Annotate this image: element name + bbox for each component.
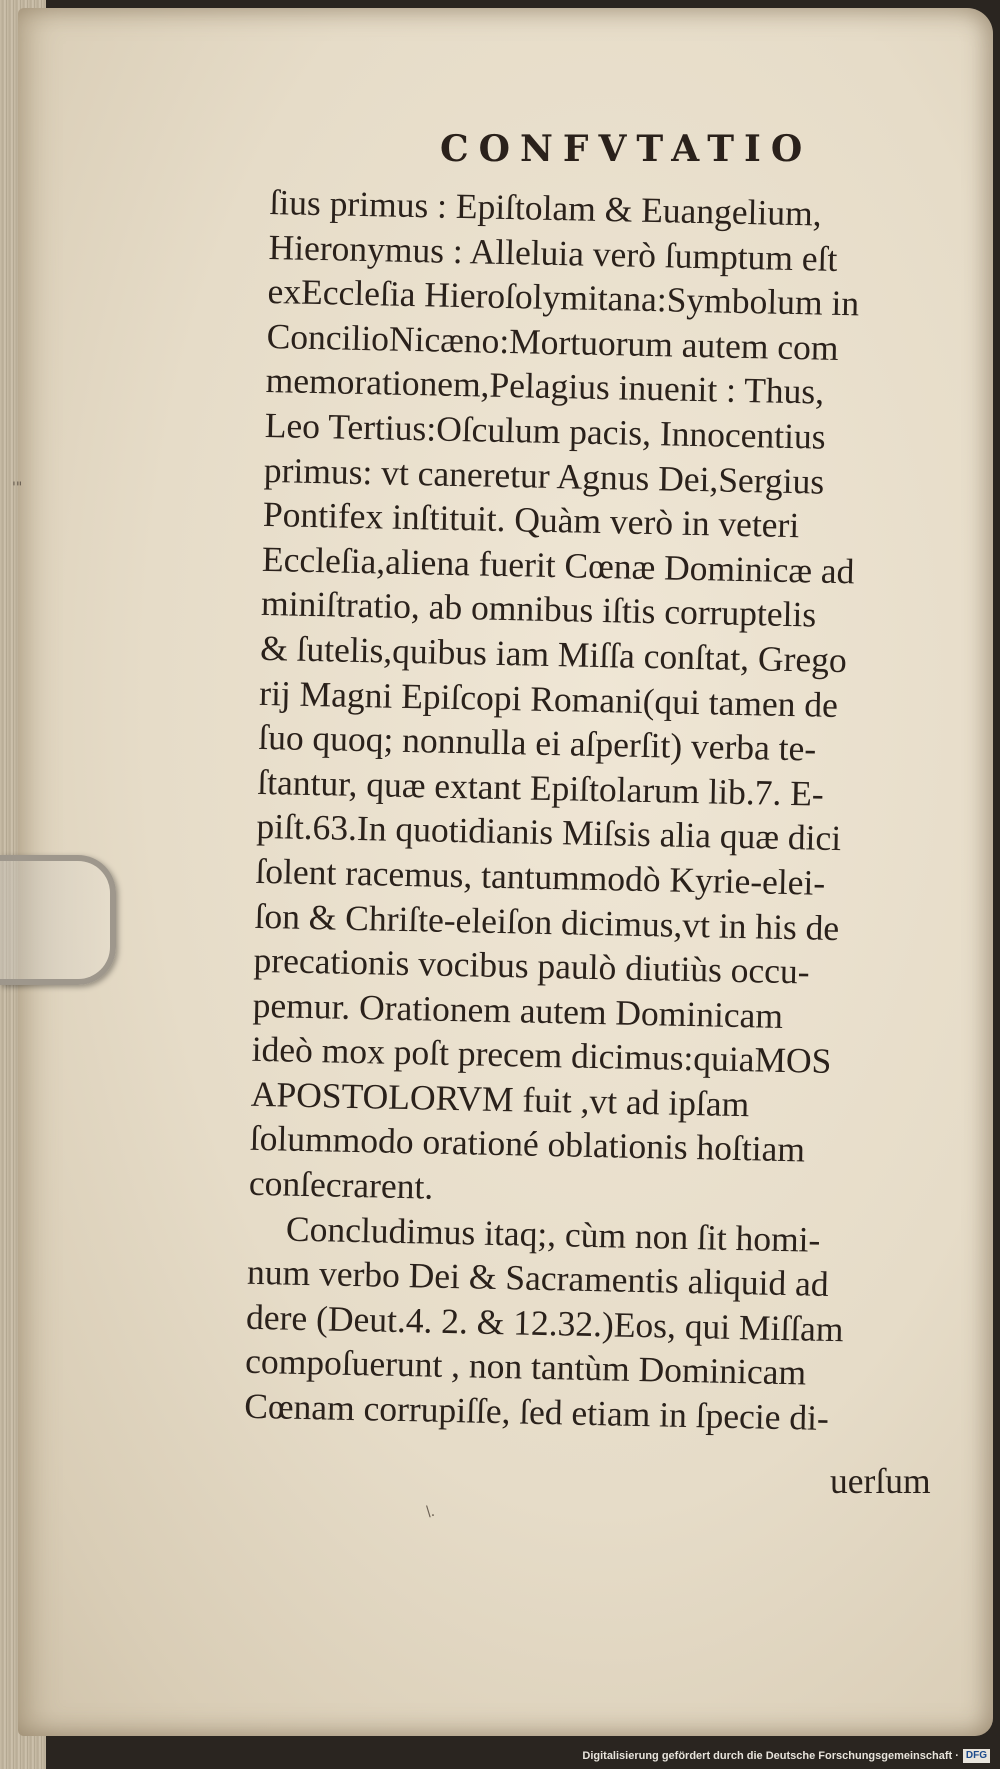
text-line: Pontifex inſtituit. Quàm verò in veteri — [262, 494, 800, 546]
text-line: compoſuerunt , non tantùm Dominicam — [244, 1341, 807, 1393]
text-line: Concludimus itaq;, cùm non ſit homi- — [285, 1208, 821, 1260]
text-line: ſtantur, quæ extant Epiſtolarum lib.7. E- — [256, 761, 825, 814]
text-line: Hieronymus : Alleluia verò ſumptum eſt — [268, 226, 838, 279]
text-line: APOSTOLORVM fuit ,vt ad ipſam — [250, 1073, 750, 1125]
credit-text: Digitalisierung gefördert durch die Deutsche Forschungsgemeinschaft · — [582, 1750, 959, 1762]
text-line: ſolent racemus, tantummodò Kyrie-elei- — [255, 850, 826, 903]
text-line: ConcilioNicæno:Mortuorum autem com — [266, 315, 839, 368]
page-clip — [0, 855, 116, 985]
text-line: rij Magni Epiſcopi Romani(qui tamen de — [258, 672, 839, 725]
dfg-logo-icon: DFG — [963, 1749, 990, 1763]
text-line: primus: vt caneretur Agnus Dei,Sergius — [263, 449, 825, 502]
text-line: dere (Deut.4. 2. & 12.32.)Eos, qui Miſſam — [245, 1296, 844, 1350]
text-line: piſt.63.In quotidianis Miſsis alia quæ dici — [256, 806, 842, 859]
ink-speck: \. — [426, 1504, 436, 1520]
body-text — [244, 180, 970, 1443]
text-line: miniſtratio, ab omnibus iſtis corruptelis — [260, 583, 817, 635]
text-line: Eccleſia,aliena fuerit Cœnæ Dominicæ ad — [261, 538, 855, 592]
text-line: num verbo Dei & Sacramentis aliquid ad — [246, 1252, 830, 1305]
text-line: Leo Tertius:Oſculum pacis, Innocentius — [264, 404, 826, 457]
margin-mark: '" — [12, 480, 23, 496]
text-line: ſuo quoq; nonnulla ei aſperſit) verba te- — [257, 717, 817, 769]
text-line: ſius primus : Epiſtolam & Euangelium, — [269, 181, 823, 234]
running-title: CONFVTATIO — [440, 128, 813, 170]
text-line: pemur. Orationem autem Dominicam — [252, 984, 784, 1036]
text-line: memorationem,Pelagius inuenit : Thus, — [265, 360, 825, 413]
text-line: exEccleſia Hieroſolymitana:Symbolum in — [267, 271, 860, 324]
digitization-credit — [582, 1749, 990, 1763]
text-line: precationis vocibus paulò diutiùs occu- — [253, 939, 811, 992]
text-line: Cœnam corrupiſſe, ſed etiam in ſpecie di- — [243, 1385, 830, 1439]
text-line: ſolummodo orationé oblationis hoſtiam — [249, 1118, 806, 1170]
text-line: ſon & Chriſte-eleiſon dicimus,vt in his de — [254, 895, 840, 948]
text-line: ideò mox poſt precem dicimus:quiaMOS — [251, 1029, 832, 1082]
text-line: conſecrarent. — [248, 1162, 434, 1207]
text-line: & ſutelis,quibus iam Miſſa conſtat, Grego — [259, 627, 848, 681]
catchword: uerſum — [830, 1461, 931, 1501]
